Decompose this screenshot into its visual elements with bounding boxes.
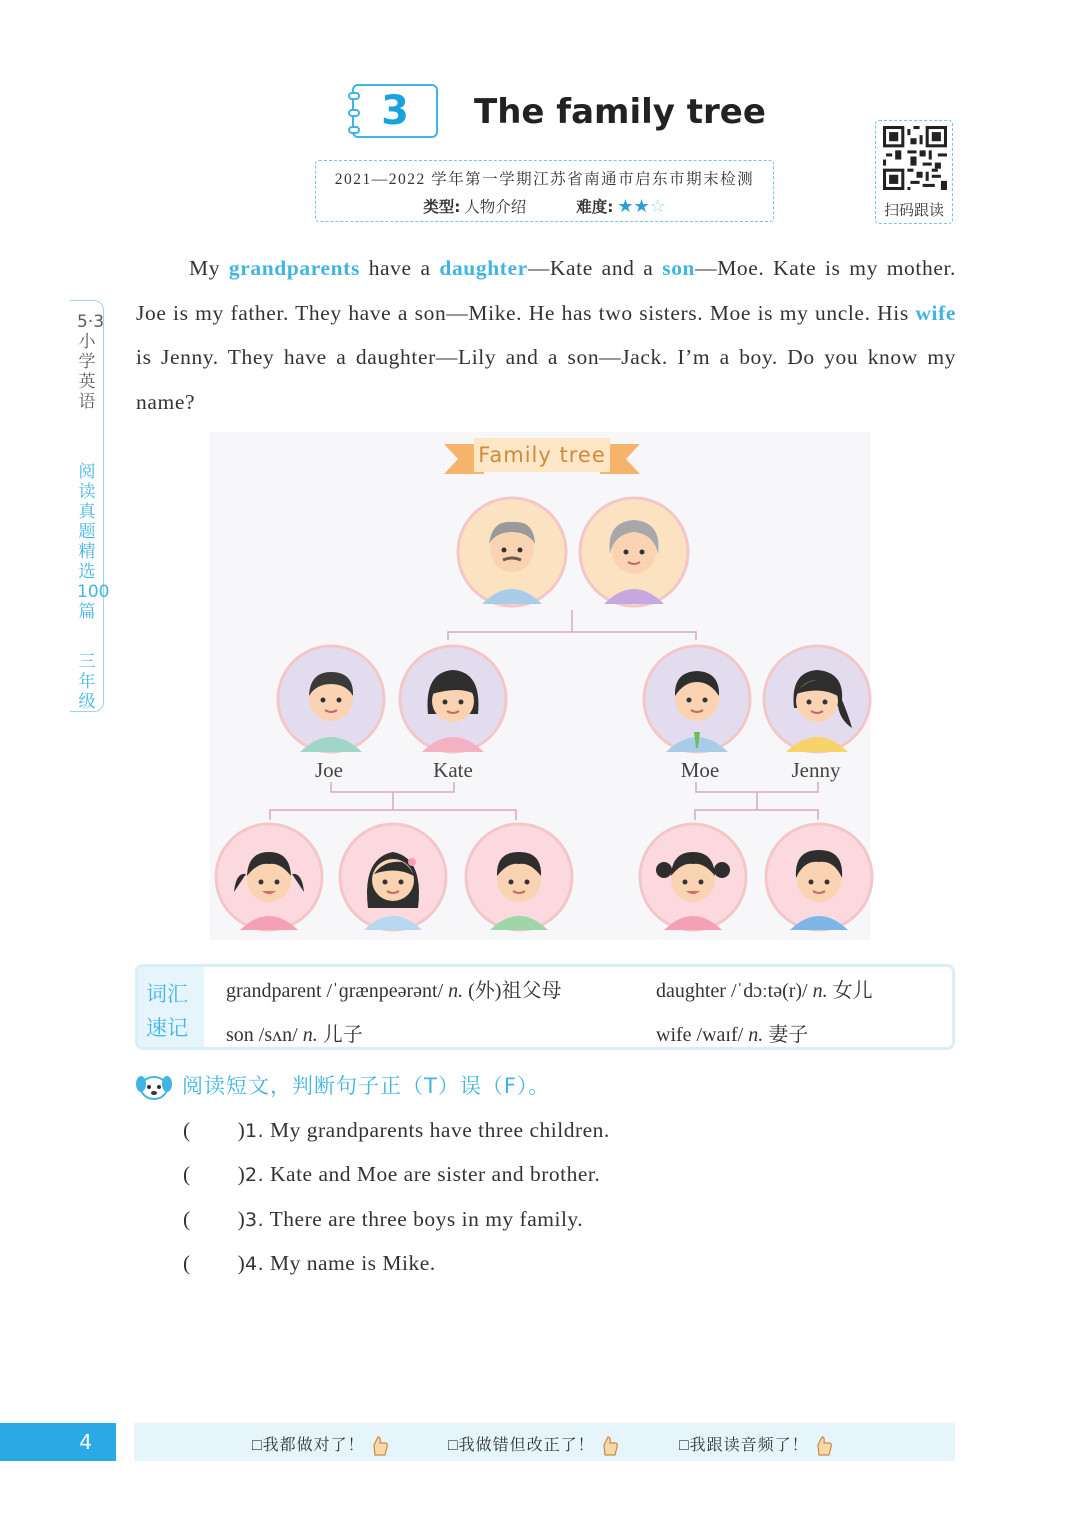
girl-avatar xyxy=(638,822,748,932)
thumbs-up-icon xyxy=(814,1435,834,1457)
boy-avatar xyxy=(464,822,574,932)
keyword: daughter xyxy=(439,256,528,280)
tree-banner-title: Family tree xyxy=(478,443,606,467)
puppy-icon xyxy=(134,1070,174,1102)
name-joe: Joe xyxy=(315,758,343,782)
difficulty-info: 难度: ★★☆ xyxy=(576,196,666,216)
source-text: 2021—2022 学年第一学期江苏省南通市启东市期末检测 xyxy=(334,171,755,188)
name-jenny: Jenny xyxy=(791,758,841,782)
question-row[interactable]: ( )1. My grandparents have three children. xyxy=(183,1118,610,1142)
exercise-instruction: 阅读短文，判断句子正（T）误（F）。 xyxy=(182,1074,551,1098)
jenny-avatar xyxy=(762,644,872,754)
qr-code-icon[interactable] xyxy=(883,126,947,190)
checkbox-followed-audio[interactable]: □我跟读音频了！ xyxy=(679,1432,834,1457)
checkbox-corrected[interactable]: □我做错但改正了！ xyxy=(448,1432,620,1457)
star-icon: ★ xyxy=(633,196,650,216)
thumbs-up-icon xyxy=(600,1435,620,1457)
vocab-item: wife /waɪf/ n. 妻子 xyxy=(656,1024,809,1046)
question-row[interactable]: ( )2. Kate and Moe are sister and brother. xyxy=(183,1162,601,1186)
kate-avatar xyxy=(398,644,508,754)
joe-avatar xyxy=(276,644,386,754)
side-grade: 三年级 xyxy=(78,652,96,712)
girl-avatar xyxy=(338,822,448,932)
moe-avatar xyxy=(642,644,752,754)
name-moe: Moe xyxy=(680,758,720,782)
source-info-box xyxy=(315,160,774,222)
type-info: 类型: 人物介绍 xyxy=(423,198,527,216)
answer-blank[interactable]: ( ) xyxy=(183,1162,246,1186)
star-empty-icon: ☆ xyxy=(649,196,666,216)
vocab-item: daughter /ˈdɔːtə(r)/ n. 女儿 xyxy=(656,980,873,1002)
family-tree-figure xyxy=(210,432,870,940)
grandfather-avatar xyxy=(456,496,568,608)
thumbs-up-icon xyxy=(370,1435,390,1457)
question-row[interactable]: ( )4. My name is Mike. xyxy=(183,1251,436,1275)
side-series-title: 5·3小学英语 xyxy=(77,312,105,412)
binder-rings-icon xyxy=(348,92,360,134)
keyword: son xyxy=(662,256,696,280)
reading-passage xyxy=(136,246,956,425)
answer-blank[interactable]: ( ) xyxy=(183,1207,246,1231)
meta-row xyxy=(316,195,773,217)
vocab-item: son /sʌn/ n. 儿子 xyxy=(226,1024,363,1046)
qr-label: 扫码跟读 xyxy=(883,203,944,219)
qr-code-box[interactable] xyxy=(875,120,953,224)
keyword: wife xyxy=(915,300,956,325)
checkbox-all-correct[interactable]: □我都做对了！ xyxy=(252,1432,390,1457)
vocabulary-heading: 词汇 速记 xyxy=(138,967,204,1047)
passage-paragraph: My grandparents have a daughter—Kate and a son—Moe. Kate is my mother. Joe is my father. They have a son—Mike. He has two sisters. Moe is my uncle. His wife is Jenny. They have a daughter—Lily and a son—Jack. I’m a boy. Do you know my name? xyxy=(136,256,957,415)
side-book-title: 阅读真题精选100篇 xyxy=(77,462,110,622)
keyword: grandparents xyxy=(228,256,360,280)
page-number: 4 xyxy=(0,1423,116,1461)
boy-avatar xyxy=(764,822,874,932)
page-title: The family tree xyxy=(474,92,766,132)
lesson-number-badge xyxy=(352,84,438,138)
girl-avatar xyxy=(214,822,324,932)
answer-blank[interactable]: ( ) xyxy=(183,1118,246,1142)
vocabulary-box xyxy=(135,964,955,1050)
grandmother-avatar xyxy=(578,496,690,608)
star-icon: ★ xyxy=(617,196,634,216)
answer-blank[interactable]: ( ) xyxy=(183,1251,246,1275)
name-kate: Kate xyxy=(433,758,473,782)
lesson-number: 3 xyxy=(381,88,409,134)
vocab-item: grandparent /ˈɡrænpeərənt/ n. (外)祖父母 xyxy=(226,980,562,1002)
question-row[interactable]: ( )3. There are three boys in my family. xyxy=(183,1207,584,1231)
